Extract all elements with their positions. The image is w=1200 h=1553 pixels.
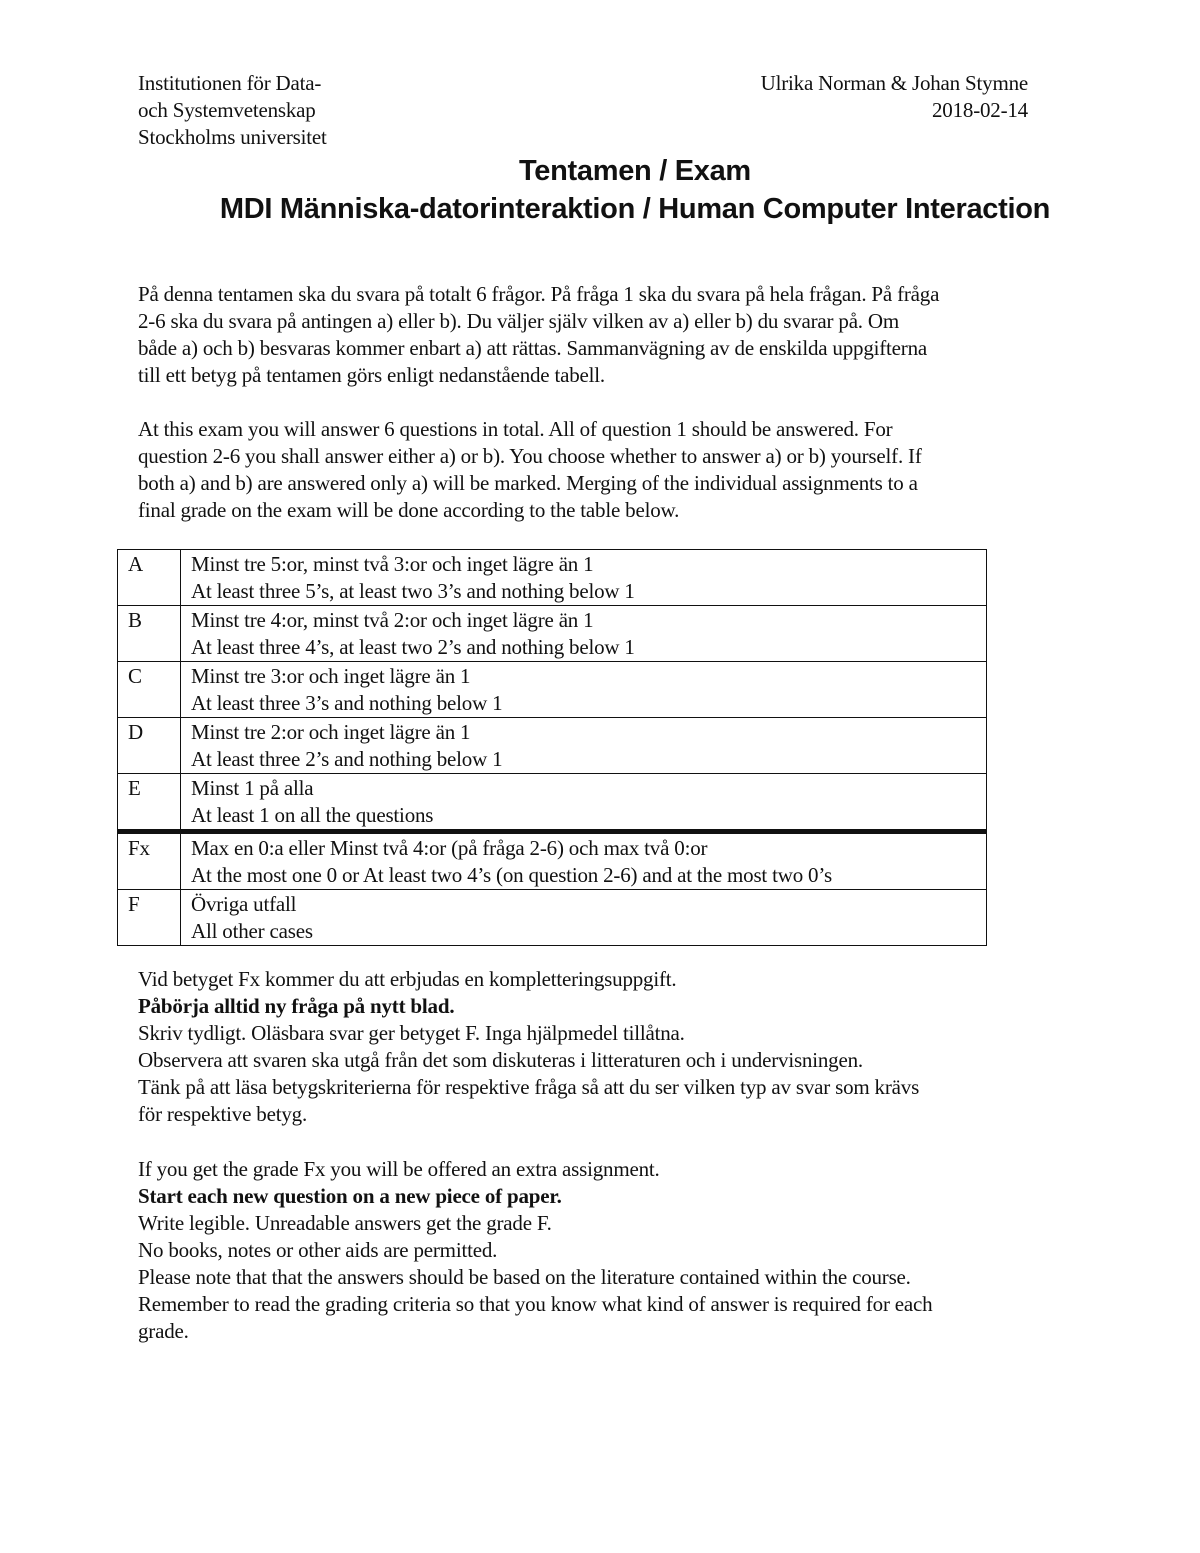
criteria-english: At least three 2’s and nothing below 1: [191, 747, 503, 771]
department-block: [138, 70, 327, 151]
note-line: No books, notes or other aids are permitted.: [138, 1238, 498, 1262]
grade-letter: F: [118, 890, 181, 946]
criteria-swedish: Minst tre 2:or och inget lägre än 1: [191, 720, 471, 744]
note-line: grade.: [138, 1319, 189, 1343]
paragraph-line: both a) and b) are answered only a) will be marked. Merging of the individual assignments to a: [138, 471, 918, 495]
table-row: [118, 718, 987, 774]
grade-letter: C: [118, 662, 181, 718]
grade-criteria: [181, 890, 987, 946]
note-line: Please note that that the answers should be based on the literature contained within the course.: [138, 1265, 911, 1289]
grade-letter: B: [118, 606, 181, 662]
authors: Ulrika Norman & Johan Stymne: [760, 71, 1028, 95]
paragraph-line: På denna tentamen ska du svara på totalt 6 frågor. På fråga 1 ska du svara på hela frågan. På fråga: [138, 282, 940, 306]
paragraph-line: question 2-6 you shall answer either a) or b). You choose whether to answer a) or b) yourself. If: [138, 444, 922, 468]
note-line: Observera att svaren ska utgå från det som diskuteras i litteraturen och i undervisningen.: [138, 1048, 863, 1072]
criteria-swedish: Minst tre 5:or, minst två 3:or och inget lägre än 1: [191, 552, 594, 576]
title-line-1: Tentamen / Exam: [519, 155, 751, 187]
table-row: [118, 774, 987, 832]
grade-criteria: [181, 662, 987, 718]
title-line-2: MDI Människa-datorinteraktion / Human Computer Interaction: [219, 193, 1051, 225]
table-row: [118, 662, 987, 718]
note-emphasis: Start each new question on a new piece of paper.: [138, 1184, 562, 1208]
grade-criteria: [181, 718, 987, 774]
note-line: Write legible. Unreadable answers get the grade F.: [138, 1211, 552, 1235]
note-emphasis: Påbörja alltid ny fråga på nytt blad.: [138, 994, 455, 1018]
grade-letter: E: [118, 774, 181, 832]
department-line-1: Institutionen för Data-: [138, 71, 322, 95]
criteria-english: At least three 4’s, at least two 2’s and nothing below 1: [191, 635, 635, 659]
paragraph-line: till ett betyg på tentamen görs enligt nedanstående tabell.: [138, 363, 605, 387]
note-line: If you get the grade Fx you will be offered an extra assignment.: [138, 1157, 660, 1181]
note-line: Skriv tydligt. Oläsbara svar ger betyget F. Inga hjälpmedel tillåtna.: [138, 1021, 685, 1045]
instructions-swedish: [138, 281, 1068, 389]
paragraph-line: 2-6 ska du svara på antingen a) eller b). Du väljer själv vilken av a) eller b) du svarar på. Om: [138, 309, 900, 333]
grade-criteria: [181, 550, 987, 606]
criteria-english: At the most one 0 or At least two 4’s (on question 2-6) and at the most two 0’s: [191, 863, 832, 887]
notes-english: [138, 1156, 1068, 1345]
criteria-english: At least three 5’s, at least two 3’s and nothing below 1: [191, 579, 635, 603]
grade-letter: A: [118, 550, 181, 606]
department-line-2: och Systemvetenskap: [138, 98, 316, 122]
criteria-swedish: Övriga utfall: [191, 892, 297, 916]
grade-criteria: [181, 832, 987, 890]
exam-date: 2018-02-14: [932, 98, 1028, 122]
author-date-block: [761, 70, 1028, 124]
table-row: [118, 550, 987, 606]
paragraph-line: både a) och b) besvaras kommer enbart a) att rättas. Sammanvägning av de enskilda uppgifterna: [138, 336, 928, 360]
criteria-swedish: Max en 0:a eller Minst två 4:or (på fråga 2-6) och max två 0:or: [191, 836, 708, 860]
note-line: Remember to read the grading criteria so that you know what kind of answer is required for each: [138, 1292, 933, 1316]
criteria-english: At least 1 on all the questions: [191, 803, 434, 827]
grade-letter: D: [118, 718, 181, 774]
paragraph-line: final grade on the exam will be done according to the table below.: [138, 498, 680, 522]
table-row: [118, 606, 987, 662]
note-line: Vid betyget Fx kommer du att erbjudas en kompletteringsuppgift.: [138, 967, 677, 991]
document-title: [0, 152, 1200, 228]
table-row: [118, 832, 987, 890]
criteria-swedish: Minst tre 4:or, minst två 2:or och inget lägre än 1: [191, 608, 594, 632]
criteria-swedish: Minst 1 på alla: [191, 776, 314, 800]
criteria-english: All other cases: [191, 919, 313, 943]
grade-criteria: [181, 774, 987, 832]
criteria-swedish: Minst tre 3:or och inget lägre än 1: [191, 664, 471, 688]
note-line: Tänk på att läsa betygskriterierna för respektive fråga så att du ser vilken typ av svar som krävs: [138, 1075, 920, 1099]
note-line: för respektive betyg.: [138, 1102, 307, 1126]
notes-swedish: [138, 966, 1068, 1128]
grading-table: [117, 549, 987, 946]
grade-criteria: [181, 606, 987, 662]
criteria-english: At least three 3’s and nothing below 1: [191, 691, 503, 715]
table-row: [118, 890, 987, 946]
university-name: Stockholms universitet: [138, 125, 327, 149]
paragraph-line: At this exam you will answer 6 questions in total. All of question 1 should be answered. For: [138, 417, 893, 441]
instructions-english: [138, 416, 1068, 524]
grade-letter: Fx: [118, 832, 181, 890]
